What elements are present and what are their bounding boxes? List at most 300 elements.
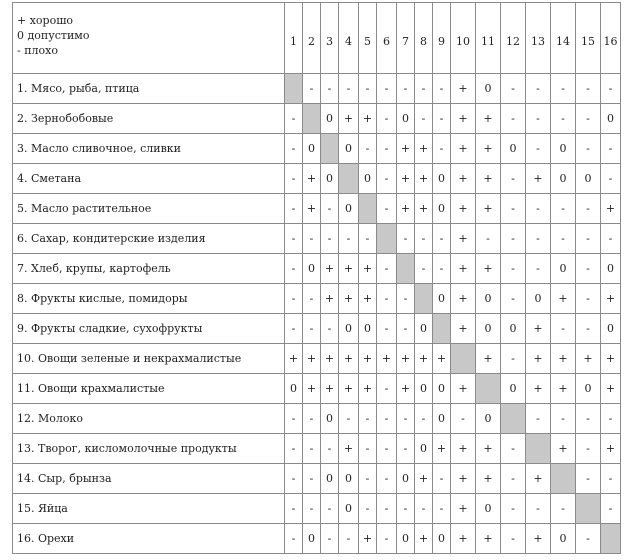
compatibility-cell: +	[321, 374, 339, 404]
compatibility-cell: +	[451, 134, 476, 164]
compatibility-cell: 0	[433, 524, 451, 554]
compatibility-cell: -	[526, 224, 551, 254]
compatibility-cell: -	[377, 254, 397, 284]
compatibility-cell: -	[377, 314, 397, 344]
compatibility-cell: -	[377, 164, 397, 194]
compatibility-cell: -	[377, 494, 397, 524]
compatibility-cell: -	[303, 494, 321, 524]
column-header: 11	[476, 3, 501, 74]
compatibility-cell: -	[576, 74, 601, 104]
food-compatibility-table	[12, 2, 621, 554]
diagonal-cell	[451, 344, 476, 374]
diagonal-cell	[377, 224, 397, 254]
diagonal-cell	[526, 434, 551, 464]
compatibility-cell: +	[601, 284, 621, 314]
compatibility-cell: -	[501, 494, 526, 524]
compatibility-cell: -	[377, 404, 397, 434]
compatibility-cell: 0	[551, 134, 576, 164]
compatibility-cell: -	[285, 284, 303, 314]
column-header: 13	[526, 3, 551, 74]
compatibility-cell: 0	[397, 104, 415, 134]
compatibility-cell: +	[551, 284, 576, 314]
compatibility-cell: 0	[501, 314, 526, 344]
row-label: 4. Сметана	[13, 164, 285, 194]
compatibility-cell: -	[377, 74, 397, 104]
column-header: 12	[501, 3, 526, 74]
compatibility-cell: -	[359, 464, 377, 494]
compatibility-cell: -	[359, 134, 377, 164]
compatibility-cell: -	[397, 224, 415, 254]
compatibility-cell: +	[359, 284, 377, 314]
compatibility-cell: 0	[303, 134, 321, 164]
compatibility-cell: -	[526, 134, 551, 164]
table-row	[13, 74, 621, 104]
compatibility-cell: -	[501, 524, 526, 554]
compatibility-cell: +	[285, 344, 303, 374]
compatibility-cell: -	[285, 494, 303, 524]
compatibility-cell: 0	[476, 404, 501, 434]
compatibility-cell: +	[303, 374, 321, 404]
compatibility-cell: +	[451, 104, 476, 134]
diagonal-cell	[433, 314, 451, 344]
diagonal-cell	[501, 404, 526, 434]
compatibility-cell: -	[551, 104, 576, 134]
column-header: 3	[321, 3, 339, 74]
compatibility-cell: +	[551, 344, 576, 374]
compatibility-cell: -	[415, 104, 433, 134]
compatibility-cell: +	[476, 104, 501, 134]
compatibility-cell: 0	[476, 314, 501, 344]
compatibility-cell: 0	[551, 254, 576, 284]
compatibility-cell: -	[576, 224, 601, 254]
table-row	[13, 134, 621, 164]
diagonal-cell	[601, 524, 621, 554]
compatibility-cell: -	[501, 224, 526, 254]
column-header: 5	[359, 3, 377, 74]
compatibility-cell: -	[433, 464, 451, 494]
compatibility-cell: +	[476, 524, 501, 554]
compatibility-cell: -	[339, 224, 359, 254]
compatibility-cell: 0	[433, 284, 451, 314]
compatibility-cell: +	[451, 284, 476, 314]
compatibility-cell: -	[377, 374, 397, 404]
compatibility-cell: 0	[433, 164, 451, 194]
compatibility-cell: -	[526, 104, 551, 134]
compatibility-cell: +	[339, 254, 359, 284]
compatibility-cell: -	[377, 134, 397, 164]
table-row	[13, 224, 621, 254]
compatibility-cell: -	[433, 254, 451, 284]
column-header: 1	[285, 3, 303, 74]
compatibility-cell: +	[451, 254, 476, 284]
row-label: 5. Масло растительное	[13, 194, 285, 224]
compatibility-cell: -	[285, 194, 303, 224]
table-row	[13, 494, 621, 524]
column-header: 6	[377, 3, 397, 74]
compatibility-cell: 0	[476, 74, 501, 104]
compatibility-cell: +	[339, 284, 359, 314]
compatibility-cell: -	[303, 314, 321, 344]
compatibility-cell: +	[359, 524, 377, 554]
compatibility-cell: -	[576, 434, 601, 464]
compatibility-cell: -	[285, 134, 303, 164]
row-label: 11. Овощи крахмалистые	[13, 374, 285, 404]
compatibility-cell: -	[303, 284, 321, 314]
table-row	[13, 344, 621, 374]
compatibility-cell: +	[433, 344, 451, 374]
compatibility-cell: -	[501, 434, 526, 464]
compatibility-cell: +	[451, 434, 476, 464]
compatibility-cell: -	[285, 164, 303, 194]
compatibility-cell: +	[476, 134, 501, 164]
compatibility-cell: -	[526, 194, 551, 224]
compatibility-cell: -	[397, 74, 415, 104]
compatibility-cell: +	[377, 344, 397, 374]
diagonal-cell	[285, 74, 303, 104]
row-label: 7. Хлеб, крупы, картофель	[13, 254, 285, 284]
compatibility-cell: +	[339, 104, 359, 134]
compatibility-cell: -	[377, 524, 397, 554]
compatibility-cell: -	[576, 284, 601, 314]
row-label: 2. Зернобобовые	[13, 104, 285, 134]
compatibility-cell: +	[321, 344, 339, 374]
row-label: 8. Фрукты кислые, помидоры	[13, 284, 285, 314]
compatibility-cell: -	[303, 224, 321, 254]
row-label: 10. Овощи зеленые и некрахмалистые	[13, 344, 285, 374]
compatibility-cell: -	[303, 464, 321, 494]
compatibility-cell: 0	[397, 464, 415, 494]
compatibility-cell: -	[377, 104, 397, 134]
compatibility-cell: +	[303, 194, 321, 224]
compatibility-cell: -	[576, 404, 601, 434]
table-row	[13, 254, 621, 284]
compatibility-cell: +	[303, 344, 321, 374]
compatibility-cell: -	[285, 404, 303, 434]
compatibility-cell: +	[551, 374, 576, 404]
compatibility-cell: +	[359, 374, 377, 404]
compatibility-cell: -	[433, 224, 451, 254]
compatibility-cell: -	[377, 284, 397, 314]
legend-bad: - плохо	[17, 44, 58, 57]
row-label: 14. Сыр, брынза	[13, 464, 285, 494]
compatibility-cell: 0	[551, 164, 576, 194]
compatibility-cell: +	[415, 164, 433, 194]
compatibility-cell: -	[433, 494, 451, 524]
compatibility-cell: -	[501, 254, 526, 284]
compatibility-cell: 0	[476, 284, 501, 314]
compatibility-cell: 0	[321, 104, 339, 134]
compatibility-cell: -	[397, 434, 415, 464]
table-row	[13, 434, 621, 464]
diagonal-cell	[339, 164, 359, 194]
compatibility-cell: 0	[339, 194, 359, 224]
compatibility-cell: -	[601, 224, 621, 254]
compatibility-cell: -	[415, 224, 433, 254]
compatibility-cell: +	[526, 164, 551, 194]
compatibility-cell: -	[501, 344, 526, 374]
compatibility-cell: +	[451, 464, 476, 494]
compatibility-cell: +	[321, 254, 339, 284]
compatibility-cell: -	[501, 164, 526, 194]
compatibility-cell: -	[601, 164, 621, 194]
column-header: 2	[303, 3, 321, 74]
column-header: 8	[415, 3, 433, 74]
compatibility-cell: -	[551, 74, 576, 104]
compatibility-cell: +	[433, 434, 451, 464]
legend	[13, 3, 285, 74]
table-row	[13, 284, 621, 314]
compatibility-cell: -	[451, 404, 476, 434]
compatibility-cell: -	[476, 224, 501, 254]
compatibility-cell: -	[526, 74, 551, 104]
compatibility-cell: -	[285, 524, 303, 554]
compatibility-cell: +	[526, 524, 551, 554]
diagonal-cell	[415, 284, 433, 314]
compatibility-cell: -	[576, 104, 601, 134]
compatibility-cell: +	[415, 134, 433, 164]
compatibility-cell: 0	[415, 374, 433, 404]
compatibility-cell: 0	[303, 254, 321, 284]
compatibility-cell: -	[285, 254, 303, 284]
diagonal-cell	[321, 134, 339, 164]
column-header: 10	[451, 3, 476, 74]
compatibility-cell: -	[576, 134, 601, 164]
compatibility-cell: 0	[576, 374, 601, 404]
compatibility-cell: -	[551, 404, 576, 434]
compatibility-cell: +	[601, 434, 621, 464]
compatibility-cell: -	[576, 314, 601, 344]
compatibility-cell: -	[285, 434, 303, 464]
row-label: 12. Молоко	[13, 404, 285, 434]
compatibility-cell: 0	[415, 434, 433, 464]
compatibility-cell: -	[576, 464, 601, 494]
compatibility-cell: -	[576, 254, 601, 284]
compatibility-cell: +	[526, 464, 551, 494]
compatibility-cell: -	[415, 254, 433, 284]
compatibility-cell: 0	[433, 194, 451, 224]
compatibility-cell: -	[285, 314, 303, 344]
compatibility-cell: 0	[321, 464, 339, 494]
column-header: 7	[397, 3, 415, 74]
compatibility-cell: 0	[339, 464, 359, 494]
compatibility-cell: +	[451, 74, 476, 104]
compatibility-cell: +	[397, 134, 415, 164]
compatibility-cell: +	[451, 164, 476, 194]
row-label: 6. Сахар, кондитерские изделия	[13, 224, 285, 254]
column-header: 16	[601, 3, 621, 74]
compatibility-cell: -	[321, 524, 339, 554]
table-row	[13, 194, 621, 224]
compatibility-cell: 0	[576, 164, 601, 194]
compatibility-cell: +	[451, 224, 476, 254]
compatibility-cell: -	[377, 194, 397, 224]
compatibility-cell: +	[601, 194, 621, 224]
compatibility-cell: -	[576, 524, 601, 554]
compatibility-cell: +	[415, 194, 433, 224]
table-row	[13, 464, 621, 494]
compatibility-cell: +	[359, 104, 377, 134]
column-header: 9	[433, 3, 451, 74]
compatibility-cell: -	[377, 434, 397, 464]
column-header: 4	[339, 3, 359, 74]
compatibility-cell: -	[601, 74, 621, 104]
compatibility-cell: +	[476, 254, 501, 284]
compatibility-cell: +	[526, 344, 551, 374]
compatibility-cell: -	[303, 74, 321, 104]
compatibility-cell: +	[451, 494, 476, 524]
table-row	[13, 164, 621, 194]
compatibility-cell: -	[285, 224, 303, 254]
row-label: 13. Творог, кисломолочные продукты	[13, 434, 285, 464]
diagonal-cell	[359, 194, 377, 224]
compatibility-cell: 0	[601, 254, 621, 284]
compatibility-cell: +	[451, 374, 476, 404]
diagonal-cell	[397, 254, 415, 284]
compatibility-cell: -	[433, 134, 451, 164]
compatibility-cell: +	[359, 254, 377, 284]
compatibility-cell: +	[451, 314, 476, 344]
table-row	[13, 314, 621, 344]
compatibility-cell: +	[415, 344, 433, 374]
compatibility-cell: +	[321, 284, 339, 314]
compatibility-cell: -	[551, 314, 576, 344]
compatibility-cell: -	[601, 464, 621, 494]
compatibility-cell: +	[476, 164, 501, 194]
compatibility-cell: 0	[601, 314, 621, 344]
compatibility-cell: -	[601, 494, 621, 524]
compatibility-cell: -	[321, 74, 339, 104]
compatibility-cell: 0	[501, 374, 526, 404]
compatibility-cell: -	[501, 194, 526, 224]
compatibility-cell: -	[321, 194, 339, 224]
compatibility-cell: -	[321, 314, 339, 344]
row-label: 3. Масло сливочное, сливки	[13, 134, 285, 164]
compatibility-cell: -	[339, 404, 359, 434]
column-header: 14	[551, 3, 576, 74]
compatibility-cell: 0	[526, 284, 551, 314]
row-label: 9. Фрукты сладкие, сухофрукты	[13, 314, 285, 344]
diagonal-cell	[576, 494, 601, 524]
compatibility-cell: -	[359, 74, 377, 104]
compatibility-cell: 0	[285, 374, 303, 404]
compatibility-cell: +	[415, 464, 433, 494]
compatibility-cell: +	[476, 464, 501, 494]
compatibility-cell: -	[303, 404, 321, 434]
table-body	[13, 74, 621, 554]
compatibility-cell: 0	[501, 134, 526, 164]
compatibility-cell: -	[551, 224, 576, 254]
compatibility-cell: +	[339, 374, 359, 404]
table-row	[13, 404, 621, 434]
compatibility-cell: +	[397, 164, 415, 194]
compatibility-cell: -	[321, 224, 339, 254]
compatibility-cell: 0	[433, 374, 451, 404]
compatibility-cell: +	[476, 194, 501, 224]
compatibility-cell: -	[321, 434, 339, 464]
compatibility-cell: +	[551, 434, 576, 464]
compatibility-cell: +	[359, 344, 377, 374]
compatibility-cell: -	[359, 434, 377, 464]
compatibility-cell: -	[359, 224, 377, 254]
compatibility-cell: 0	[359, 314, 377, 344]
compatibility-cell: 0	[321, 404, 339, 434]
compatibility-cell: -	[377, 464, 397, 494]
compatibility-cell: +	[451, 194, 476, 224]
table-row	[13, 524, 621, 554]
header-row	[13, 3, 621, 74]
compatibility-cell: -	[526, 404, 551, 434]
compatibility-cell: +	[339, 434, 359, 464]
compatibility-cell: -	[501, 284, 526, 314]
compatibility-cell: +	[526, 314, 551, 344]
compatibility-cell: -	[601, 404, 621, 434]
compatibility-cell: +	[397, 194, 415, 224]
diagonal-cell	[551, 464, 576, 494]
compatibility-cell: -	[285, 464, 303, 494]
row-label: 15. Яйца	[13, 494, 285, 524]
diagonal-cell	[303, 104, 321, 134]
compatibility-cell: -	[339, 524, 359, 554]
compatibility-cell: -	[359, 494, 377, 524]
compatibility-cell: -	[397, 404, 415, 434]
diagonal-cell	[476, 374, 501, 404]
compatibility-cell: -	[501, 464, 526, 494]
compatibility-cell: -	[359, 404, 377, 434]
compatibility-cell: -	[415, 74, 433, 104]
compatibility-cell: +	[476, 344, 501, 374]
compatibility-cell: -	[551, 194, 576, 224]
compatibility-cell: +	[451, 524, 476, 554]
compatibility-cell: -	[321, 494, 339, 524]
compatibility-cell: +	[397, 374, 415, 404]
legend-acceptable: 0 допустимо	[17, 29, 90, 42]
compatibility-cell: 0	[339, 494, 359, 524]
compatibility-cell: 0	[321, 164, 339, 194]
compatibility-cell: -	[397, 284, 415, 314]
compatibility-cell: +	[415, 524, 433, 554]
compatibility-cell: -	[303, 434, 321, 464]
compatibility-cell: +	[476, 434, 501, 464]
compatibility-cell: 0	[339, 314, 359, 344]
row-label: 1. Мясо, рыба, птица	[13, 74, 285, 104]
compatibility-cell: +	[601, 344, 621, 374]
compatibility-cell: +	[303, 164, 321, 194]
compatibility-cell: -	[501, 74, 526, 104]
table-row	[13, 374, 621, 404]
compatibility-cell: +	[601, 374, 621, 404]
compatibility-cell: +	[576, 344, 601, 374]
compatibility-cell: -	[433, 104, 451, 134]
compatibility-cell: 0	[433, 404, 451, 434]
compatibility-cell: 0	[339, 134, 359, 164]
compatibility-cell: -	[576, 194, 601, 224]
compatibility-cell: 0	[551, 524, 576, 554]
compatibility-cell: 0	[476, 494, 501, 524]
compatibility-cell: -	[433, 74, 451, 104]
compatibility-cell: 0	[397, 524, 415, 554]
compatibility-cell: 0	[359, 164, 377, 194]
compatibility-cell: 0	[415, 314, 433, 344]
compatibility-cell: -	[526, 494, 551, 524]
compatibility-cell: -	[415, 404, 433, 434]
compatibility-cell: 0	[601, 104, 621, 134]
compatibility-cell: -	[601, 134, 621, 164]
compatibility-cell: -	[501, 104, 526, 134]
row-label: 16. Орехи	[13, 524, 285, 554]
compatibility-cell: -	[339, 74, 359, 104]
column-header: 15	[576, 3, 601, 74]
table-row	[13, 104, 621, 134]
